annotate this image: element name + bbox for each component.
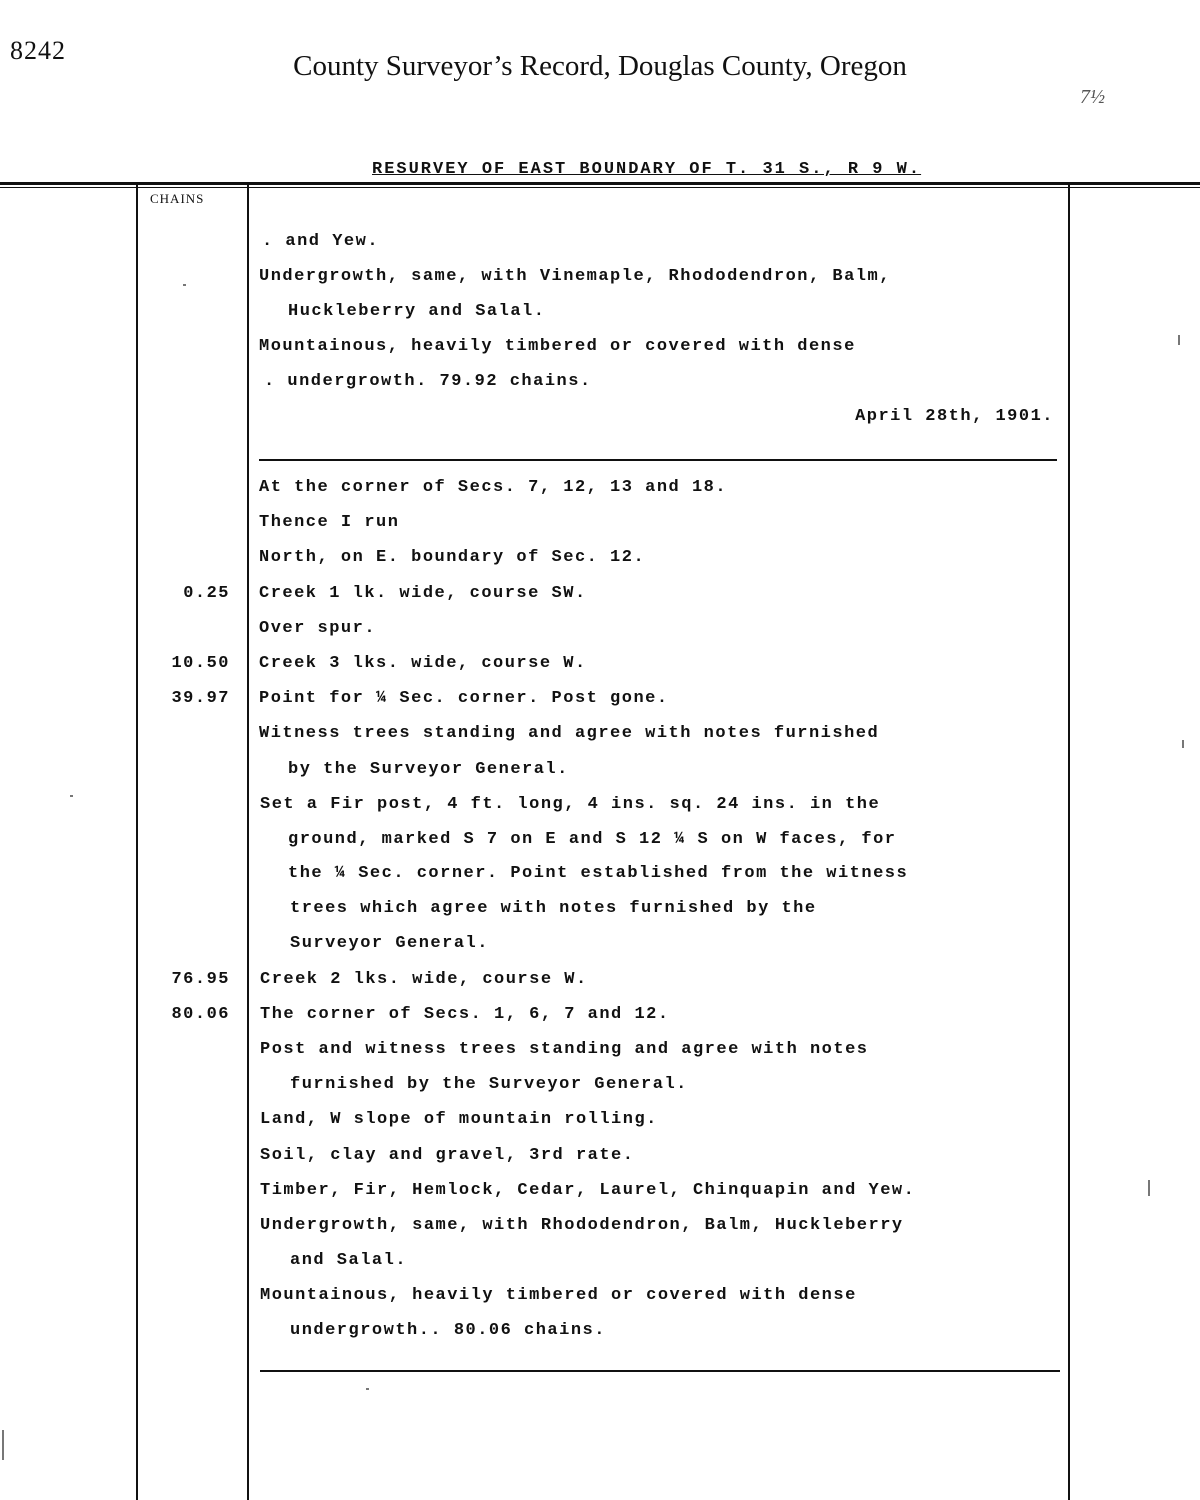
scan-speck [1178, 335, 1180, 345]
entry-line: Soil, clay and gravel, 3rd rate. [260, 1146, 635, 1165]
chain-distance: 10.50 [171, 654, 230, 673]
entry-line: Set a Fir post, 4 ft. long, 4 ins. sq. 24 ins. in the [260, 795, 881, 814]
scan-speck [70, 795, 73, 797]
scan-speck [1148, 1180, 1150, 1196]
entry-line: trees which agree with notes furnished by the [290, 899, 817, 918]
top-rule [0, 182, 1200, 185]
top-rule-thin [0, 187, 1200, 188]
entry-line: Point for ¼ Sec. corner. Post gone. [259, 689, 669, 708]
left-margin-rule [136, 185, 138, 1500]
entry-line: North, on E. boundary of Sec. 12. [259, 548, 646, 567]
entry-line: by the Surveyor General. [288, 760, 569, 779]
chain-distance: 39.97 [171, 689, 230, 708]
entry-line: Mountainous, heavily timbered or covered with dense [260, 1286, 857, 1305]
page-title: County Surveyor’s Record, Douglas County, Oregon [293, 50, 907, 82]
entry-line: Post and witness trees standing and agree with notes [260, 1040, 869, 1059]
entry-line: Thence I run [259, 513, 400, 532]
entry-line: . undergrowth. 79.92 chains. [264, 372, 592, 391]
section-divider [259, 459, 1057, 461]
entry-line: Over spur. [259, 619, 377, 638]
entry-line: furnished by the Surveyor General. [290, 1075, 688, 1094]
entry-line: Witness trees standing and agree with notes furnished [259, 724, 880, 743]
entry-line: undergrowth.. 80.06 chains. [290, 1321, 606, 1340]
chains-column-header: CHAINS [150, 191, 205, 206]
entry-line: Land, W slope of mountain rolling. [260, 1110, 658, 1129]
right-margin-rule [1068, 185, 1070, 1500]
chains-column-rule [247, 185, 249, 1500]
section-divider [260, 1370, 1060, 1372]
entry-line: . and Yew. [262, 232, 380, 251]
section-title: RESURVEY OF EAST BOUNDARY OF T. 31 S., R 9 W. [372, 160, 922, 179]
entry-line: Undergrowth, same, with Vinemaple, Rhododendron, Balm, [259, 267, 891, 286]
entry-line: Surveyor General. [290, 934, 489, 953]
page-number: 8242 [10, 36, 66, 65]
entry-line: Huckleberry and Salal. [288, 302, 546, 321]
entry-line: Undergrowth, same, with Rhododendron, Balm, Huckleberry [260, 1216, 904, 1235]
scan-speck [2, 1430, 4, 1460]
entry-line: ground, marked S 7 on E and S 12 ¼ S on W faces, for [288, 830, 897, 849]
entry-line: and Salal. [290, 1251, 408, 1270]
entry-line: Timber, Fir, Hemlock, Cedar, Laurel, Chinquapin and Yew. [260, 1181, 916, 1200]
entry-line: The corner of Secs. 1, 6, 7 and 12. [260, 1005, 670, 1024]
chain-distance: 80.06 [171, 1005, 230, 1024]
entry-line: Mountainous, heavily timbered or covered with dense [259, 337, 856, 356]
entry-date: April 28th, 1901. [855, 407, 1054, 426]
entry-line: At the corner of Secs. 7, 12, 13 and 18. [259, 478, 728, 497]
scan-speck [1182, 740, 1184, 748]
scan-speck [183, 284, 186, 286]
entry-line: Creek 1 lk. wide, course SW. [259, 584, 587, 603]
chain-distance: 0.25 [183, 584, 230, 603]
entry-line: the ¼ Sec. corner. Point established from the witness [288, 864, 909, 883]
margin-annotation: 7½ [1080, 86, 1105, 108]
entry-line: Creek 3 lks. wide, course W. [259, 654, 587, 673]
chain-distance: 76.95 [171, 970, 230, 989]
entry-line: Creek 2 lks. wide, course W. [260, 970, 588, 989]
scan-speck [366, 1388, 369, 1390]
